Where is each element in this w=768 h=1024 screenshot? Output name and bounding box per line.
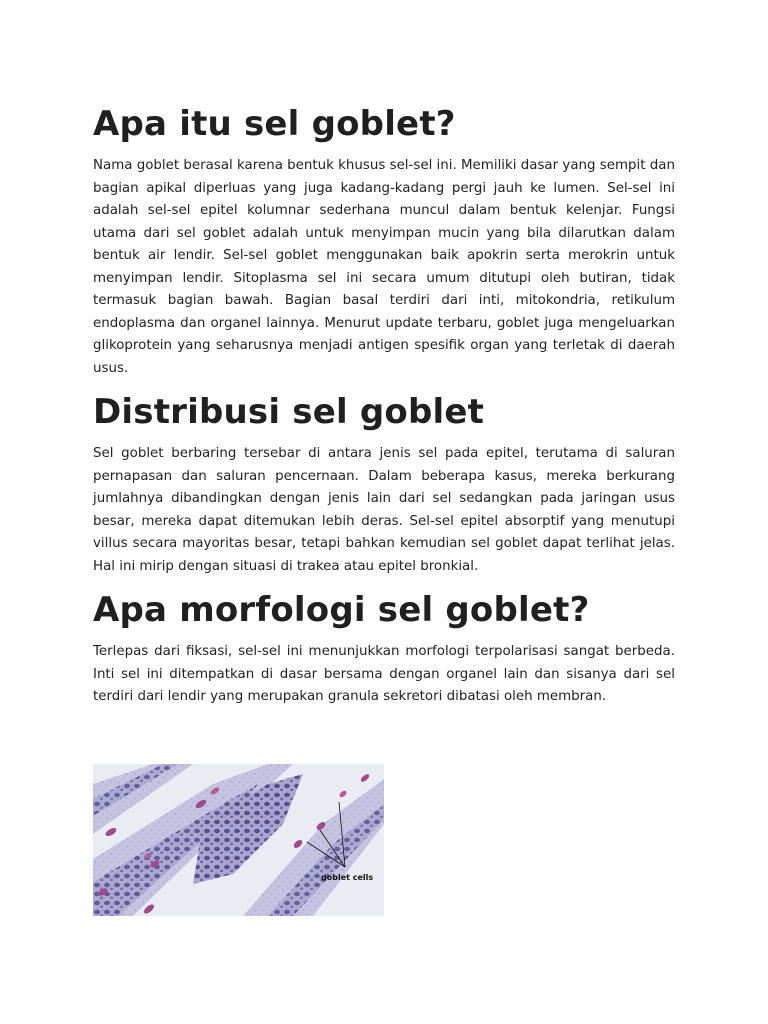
document-page [93, 102, 675, 719]
paragraph-distribution: Sel goblet berbaring tersebar di antara jenis sel pada epitel, terutama di saluran pernapasan dan saluran pencernaan. Dalam beberapa kasus, mereka berkurang jumlahnya dibandingkan dengan jenis lain dari sel sedangkan pada jaringan usus besar, mereka dapat ditemukan lebih deras. Sel-sel epitel absorptif yang menutupi villus secara mayoritas besar, tetapi bahkan kemudian sel goblet dapat terlihat jelas. Hal ini mirip dengan situasi di trakea atau epitel bronkial. [93, 446, 675, 574]
heading-distribusi-sel-goblet: Distribusi sel goblet [93, 392, 485, 432]
goblet-cells-micrograph [93, 764, 384, 916]
heading-apa-itu-sel-goblet: Apa itu sel goblet? [93, 104, 456, 144]
paragraph-definition: Nama goblet berasal karena bentuk khusus sel-sel ini. Memiliki dasar yang sempit dan bagian apikal diperluas yang juga kadang-kadang pergi jauh ke lumen. Sel-sel ini adalah sel-sel epitel kolumnar sederhana muncul dalam bentuk kelenjar. Fungsi utama dari sel goblet adalah untuk menyimpan mucin yang bila dilarutkan dalam bentuk air lendir. Sel-sel goblet menggunakan baik apokrin serta merokrin untuk menyimpan lendir. Sitoplasma sel ini secara umum ditutupi oleh butiran, tidak termasuk bagian bawah. Bagian basal terdiri dari inti, mitokondria, retikulum endoplasma dan organel lainnya. Menurut update terbaru, goblet juga mengeluarkan glikoprotein yang seharusnya menjadi antigen spesifik organ yang terletak di daerah usus. [93, 158, 675, 376]
figure-label: goblet cells [321, 873, 374, 882]
heading-morfologi-sel-goblet: Apa morfologi sel goblet? [93, 590, 590, 630]
paragraph-morphology: Terlepas dari fiksasi, sel-sel ini menunjukkan morfologi terpolarisasi sangat berbeda. Inti sel ini ditempatkan di dasar bersama dengan organel lain dan sisanya dari sel terdiri dari lendir yang merupakan granula sekretori dibatasi oleh membran. [93, 644, 675, 704]
